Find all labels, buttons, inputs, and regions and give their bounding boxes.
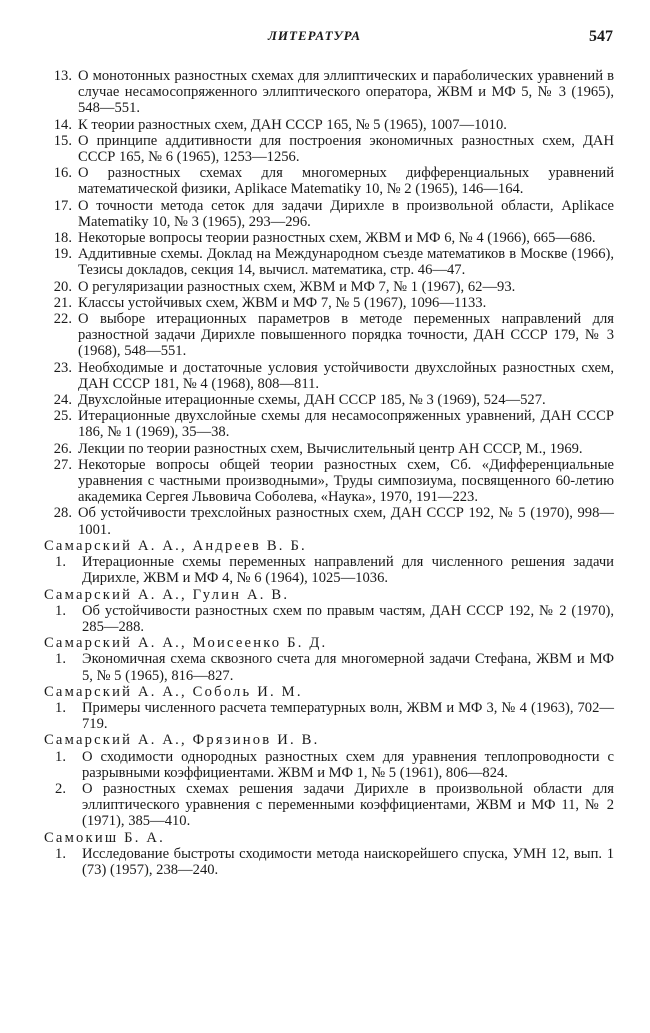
reference-26: [44, 441, 614, 457]
reference-text: О сходимости однородных разностных схем для уравнения теплопроводности с разрывными коэффициентами. ЖВМ и МФ 1, № 5 (1961), 806—824.: [82, 748, 614, 781]
reference-17: [44, 198, 614, 230]
reference-number: 1.: [55, 699, 66, 716]
reference-number: 26.: [53, 440, 72, 457]
reference-text: О выборе итерационных параметров в методе переменных направлений для разностной задачи Дирихле повышенного порядка точности, ДАН СССР 179, № 3 (1968), 548—551.: [78, 311, 614, 360]
reference-number: 13.: [53, 68, 72, 84]
reference-text: Об устойчивости трехслойных разностных схем, ДАН СССР 192, № 5 (1970), 998—1001.: [78, 505, 614, 538]
reference-number: 17.: [53, 197, 72, 214]
reference-15: [44, 133, 614, 165]
reference-text: К теории разностных схем, ДАН СССР 165, № 5 (1965), 1007—1010.: [78, 116, 507, 133]
reference-23: [44, 360, 614, 392]
reference-number: 1.: [55, 554, 66, 571]
reference-text: О разностных схемах для многомерных дифференциальных уравнений математической физики, Aplikace Matematiky 10, № 2 (1965), 146—164.: [78, 165, 614, 198]
author-heading: Самарский А. А., Андреев В. Б.: [44, 537, 307, 554]
reference-text: О монотонных разностных схемах для эллиптических и параболических уравнений в случае несамосопряженного эллиптического оператора, ЖВМ и МФ 5, № 3 (1965), 548—551.: [78, 68, 614, 117]
reference-number: 1.: [55, 602, 66, 619]
reference-14: [44, 117, 614, 133]
reference-number: 1.: [55, 651, 66, 668]
reference-number: 27.: [53, 456, 72, 473]
reference-number: 20.: [53, 278, 72, 295]
author-heading: Самокиш Б. А.: [44, 829, 165, 846]
reference-item: [44, 651, 614, 683]
reference-19: [44, 246, 614, 278]
reference-number: 14.: [53, 116, 72, 133]
reference-text: Лекции по теории разностных схем, Вычислительный центр АН СССР, М., 1969.: [78, 440, 583, 457]
reference-text: Итерационные двухслойные схемы для несамосопряженных уравнений, ДАН СССР 186, № 1 (1969), 35—38.: [78, 408, 614, 441]
reference-number: 15.: [53, 132, 72, 149]
page-number: 547: [589, 28, 613, 45]
reference-text: Об устойчивости разностных схем по правым частям, ДАН СССР 192, № 2 (1970), 285—288.: [82, 602, 614, 635]
reference-number: 16.: [53, 165, 72, 182]
reference-22: [44, 311, 614, 360]
reference-text: Некоторые вопросы теории разностных схем, ЖВМ и МФ 6, № 4 (1966), 665—686.: [78, 230, 596, 247]
reference-number: 28.: [53, 505, 72, 522]
reference-text: О точности метода сеток для задачи Дирихле в произвольной области, Aplikace Matematiky 10, № 3 (1965), 293—296.: [78, 197, 614, 230]
reference-text: О регуляризации разностных схем, ЖВМ и МФ 7, № 1 (1967), 62—93.: [78, 278, 516, 295]
author-heading: Самарский А. А., Соболь И. М.: [44, 683, 303, 700]
reference-number: 21.: [53, 294, 72, 311]
reference-13: [44, 68, 614, 117]
reference-text: Экономичная схема сквозного счета для многомерной задачи Стефана, ЖВМ и МФ 5, № 5 (1965), 816—827.: [82, 651, 614, 684]
reference-item: [44, 749, 614, 781]
reference-item: [44, 846, 614, 878]
reference-text: О принципе аддитивности для построения экономичных разностных схем, ДАН СССР 165, № 6 (1965), 1253—1256.: [78, 132, 614, 166]
reference-text: Итерационные схемы переменных направлений для численного решения задачи Дирихле, ЖВМ и МФ 4, № 6 (1964), 1025—1036.: [82, 554, 614, 587]
reference-item: [44, 603, 614, 635]
running-title: ЛИТЕРАТУРА: [268, 28, 362, 43]
bibliography-list: [44, 68, 614, 878]
reference-number: 23.: [53, 359, 72, 376]
reference-28: [44, 505, 614, 537]
author-heading: Самарский А. А., Гулин А. В.: [44, 586, 290, 603]
reference-text: Исследование быстроты сходимости метода наискорейшего спуска, УМН 12, вып. 1 (73) (1957), 238—240.: [82, 845, 614, 878]
reference-text: Двухслойные итерационные схемы, ДАН СССР 185, № 3 (1969), 524—527.: [78, 392, 546, 409]
reference-item: [44, 781, 614, 830]
reference-number: 19.: [53, 246, 72, 263]
reference-text: Некоторые вопросы общей теории разностных схем, Сб. «Дифференциальные уравнения с частными производными», Труды симпозиума, посвященного 60-летию академика Сергея Львовича Соболева, «Наука», 1970, 191—223.: [78, 456, 614, 506]
reference-18: [44, 230, 614, 246]
reference-number: 22.: [53, 311, 72, 328]
reference-20: [44, 279, 614, 295]
reference-25: [44, 408, 614, 440]
reference-text: О разностных схемах решения задачи Дирихле в произвольной области для эллиптического уравнения с переменными коэффициентами, ЖВМ и МФ 11, № 2 (1971), 385—410.: [82, 780, 614, 830]
reference-number: 24.: [53, 392, 72, 409]
reference-24: [44, 392, 614, 408]
reference-item: [44, 700, 614, 732]
reference-text: Необходимые и достаточные условия устойчивости двухслойных разностных схем, ДАН СССР 181, № 4 (1968), 808—811.: [78, 359, 614, 392]
page-header: [0, 24, 650, 52]
reference-text: Примеры численного расчета температурных волн, ЖВМ и МФ 3, № 4 (1963), 702—719.: [82, 699, 614, 733]
author-heading: Самарский А. А., Моисеенко Б. Д.: [44, 635, 328, 652]
reference-number: 2.: [55, 780, 66, 797]
reference-27: [44, 457, 614, 506]
reference-number: 25.: [53, 408, 72, 425]
reference-text: Классы устойчивых схем, ЖВМ и МФ 7, № 5 (1967), 1096—1133.: [78, 294, 487, 311]
author-heading: Самарский А. А., Фрязинов И. В.: [44, 732, 320, 749]
reference-21: [44, 295, 614, 311]
reference-16: [44, 165, 614, 197]
reference-number: 1.: [55, 845, 66, 862]
reference-item: [44, 554, 614, 586]
reference-number: 1.: [55, 748, 66, 765]
reference-text: Аддитивные схемы. Доклад на Международном съезде математиков в Москве (1966), Тезисы докладов, секция 14, вычисл. математика, стр. 46—47.: [78, 246, 614, 279]
reference-number: 18.: [53, 230, 72, 247]
